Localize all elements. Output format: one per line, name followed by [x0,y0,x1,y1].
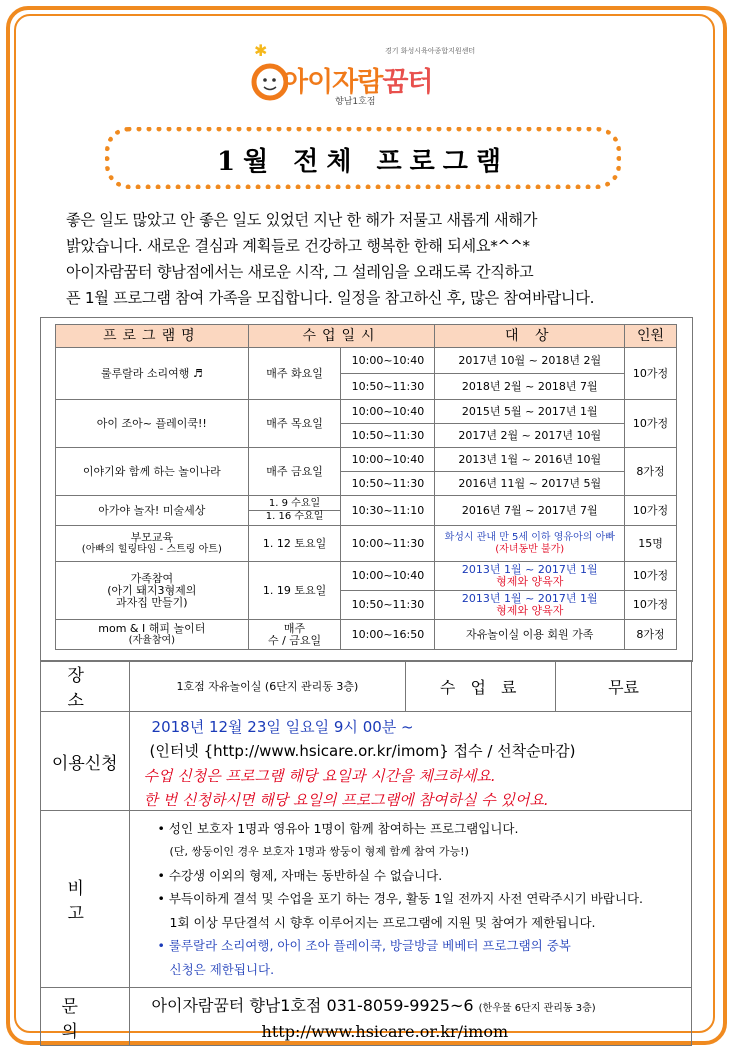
program-count: 8가정 [625,620,677,650]
place-value: 1호점 자유놀이실 (6단지 관리동 3층) [129,661,406,712]
apply-label: 이용신청 [41,712,130,811]
program-target [435,526,625,562]
table-row [56,526,677,562]
notes-content [129,811,691,988]
program-day: 매주 목요일 [248,400,341,448]
contact-main: 아이자람꿈터 향남1호점 031-8059-9925~6 [151,995,474,1015]
program-target: 2016년 7월 ~ 2017년 7월 [435,496,625,526]
program-target: 2013년 1월 ~ 2016년 10월 [435,448,625,472]
program-time: 10:50~11:30 [341,424,435,448]
note-line: • 수강생 이외의 형제, 자매는 동반하실 수 없습니다. [157,867,443,883]
program-time: 10:00~11:30 [341,526,435,562]
intro-text [66,207,670,311]
place-row [41,661,692,712]
program-day-line: 1. 9 수요일 [268,498,321,509]
program-day-line: 수 / 금요일 [267,633,322,647]
program-name: 아이 조아~ 플레이쿡!! [56,400,249,448]
program-day [248,496,341,526]
intro-line: 좋은 일도 많았고 안 좋은 일도 있었던 지난 한 해가 저물고 새롭게 새해가 [66,211,538,229]
program-time: 10:00~10:40 [341,448,435,472]
intro-line: 아이자람꿈터 향남점에서는 새로운 시작, 그 설레임을 오래도록 간직하고 [66,263,534,281]
table-row [56,496,677,526]
header-target: 대 상 [435,325,625,348]
program-target: 2018년 2월 ~ 2018년 7월 [435,374,625,400]
program-time: 10:00~10:40 [341,400,435,424]
logo-name: 아이자람꿈터 [282,67,433,98]
place-label: 장 소 [41,661,130,712]
program-target: 2017년 10월 ~ 2018년 2월 [435,348,625,374]
contact-line [152,993,691,1016]
program-target: 2016년 11월 ~ 2017년 5월 [435,472,625,496]
program-name-sub: (아빠의 힐링타임 - 스트링 아트) [81,543,222,555]
notes-label: 비 고 [41,811,130,988]
program-target [435,562,625,591]
note-line: • 룰루랄라 소리여행, 아이 조아 플레이쿡, 방글방글 베베터 프로그램의 중복 [157,938,571,954]
program-target: 자유놀이실 이용 회원 가족 [435,620,625,650]
program-day-line: 매주 [283,621,306,635]
program-table [55,324,677,650]
table-row [56,562,677,591]
contact-content [129,988,691,1046]
program-name [56,562,249,620]
program-target [435,591,625,620]
program-target-line: 화성시 관내 만 5세 이하 영유아의 아빠 [444,531,615,543]
program-day: 매주 화요일 [248,348,341,400]
program-name-line: 가족참여 [130,571,174,585]
program-name-sub: 과자집 만들기) [116,595,188,609]
program-time: 10:50~11:30 [341,472,435,496]
note-line: (단, 쌍둥이인 경우 보호자 1명과 쌍둥이 형제 함께 참여 가능!) [169,845,469,859]
program-name: 아가야 놀자! 미술세상 [56,496,249,526]
program-count: 10가정 [625,562,677,591]
fee-label: 수 업 료 [406,661,556,712]
note-line: • 부득이하게 결석 및 수업을 포기 하는 경우, 활동 1일 전까지 사전 연락주시기 바랍니다. [157,891,644,907]
program-day-line: 1. 16 수요일 [249,510,341,523]
header-schedule: 수업일시 [248,325,435,348]
logo-org: 경기 화성시육아종합지원센터 [385,47,476,55]
table-row [56,400,677,424]
apply-row [41,712,692,811]
info-table [40,660,692,1046]
program-target-note: (자녀동반 불가) [495,543,565,555]
program-target: 2017년 2월 ~ 2017년 10월 [435,424,625,448]
program-time: 10:00~10:40 [341,562,435,591]
program-target-note: 형제와 양육자 [496,575,564,588]
program-day: 1. 12 토요일 [248,526,341,562]
table-row [56,620,677,650]
program-name-sub: (아기 돼지3형제의 [107,583,197,597]
page-title: 1월 전체 프로그램 [216,147,509,177]
note-line: 신청은 제한됩니다. [169,961,275,977]
program-name [56,620,249,650]
program-count: 8가정 [625,448,677,496]
program-name-sub: (자율참여) [128,634,176,646]
program-name [56,526,249,562]
notes-row [41,811,692,988]
program-day: 매주 금요일 [248,448,341,496]
program-day [248,620,341,650]
program-time: 10:00~10:40 [341,348,435,374]
fee-value: 무료 [556,661,692,712]
apply-content [129,712,691,811]
header-count: 인원 [625,325,677,348]
program-time: 10:00~16:50 [341,620,435,650]
program-count: 10가정 [625,400,677,448]
apply-method: (인터넷 {http://www.hsicare.or.kr/imom} 접수 / 선착순마감) [149,742,576,760]
apply-date: 2018년 12월 23일 일요일 9시 00분 ~ [151,718,414,736]
note-line: • 성인 보호자 1명과 영유아 1명이 함께 참여하는 프로그램입니다. [157,820,519,836]
program-name: 이야기와 함께 하는 놀이나라 [56,448,249,496]
contact-url[interactable]: http://www.hsicare.or.kr/imom [261,1021,509,1041]
program-target: 2015년 5월 ~ 2017년 1월 [435,400,625,424]
program-time: 10:50~11:30 [341,591,435,620]
program-name-line: mom & I 해피 놀이터 [98,621,206,635]
program-time: 10:50~11:30 [341,374,435,400]
logo-branch: 향남1호점 [335,97,376,107]
program-name: 룰루랄라 소리여행 ♬ [56,348,249,400]
apply-warning: 수업 신청은 프로그램 해당 요일과 시간을 체크하세요. [143,767,496,785]
program-target-note: 형제와 양육자 [496,604,564,617]
apply-warning: 한 번 신청하시면 해당 요일의 프로그램에 참여하실 수 있어요. [143,791,549,809]
program-target-line: 2013년 1월 ~ 2017년 1월 [461,563,598,576]
program-name-line: 부모교육 [130,530,174,544]
intro-line: 밝았습니다. 새로운 결심과 계획들로 건강하고 행복한 한해 되세요*^^* [66,237,530,255]
contact-label: 문 의 [41,988,130,1046]
table-row [56,348,677,374]
program-count: 15명 [625,526,677,562]
note-line: 1회 이상 무단결석 시 향후 이루어지는 프로그램에 지원 및 참여가 제한됩니다. [169,914,596,930]
intro-line: 픈 1월 프로그램 참여 가족을 모집합니다. 일정을 참고하신 후, 많은 참여바랍니다. [66,289,595,307]
program-target-line: 2013년 1월 ~ 2017년 1월 [461,592,598,605]
table-header-row [56,325,677,348]
header-program: 프로그램명 [56,325,249,348]
table-row [56,448,677,472]
program-time: 10:30~11:10 [341,496,435,526]
program-count: 10가정 [625,496,677,526]
program-count: 10가정 [625,591,677,620]
program-count: 10가정 [625,348,677,400]
contact-row [41,988,692,1046]
contact-sub: (한우물 6단지 관리동 3층) [478,1002,596,1014]
program-day: 1. 19 토요일 [248,562,341,620]
svg-text:✱: ✱ [254,41,268,60]
